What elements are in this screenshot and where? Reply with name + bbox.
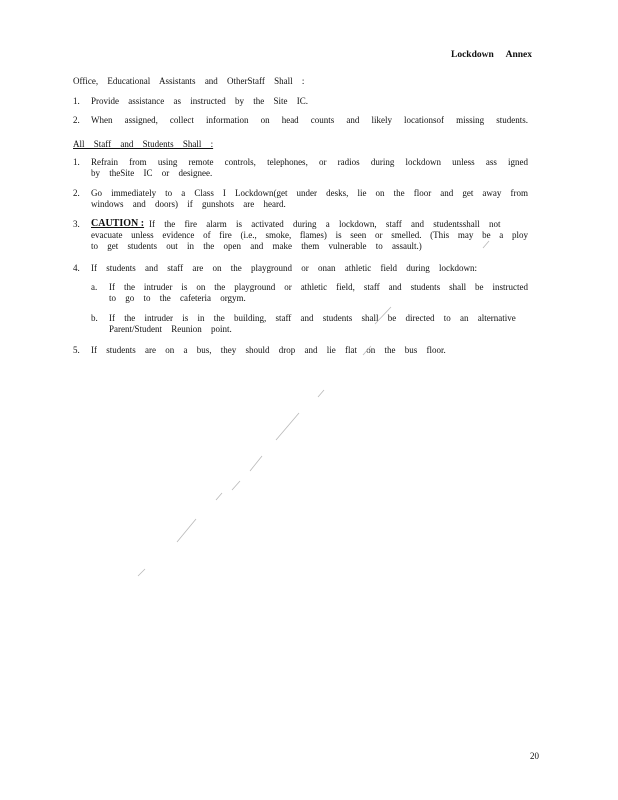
annex-title: Lockdown Annex — [450, 50, 532, 60]
scan-mark — [363, 346, 371, 355]
list-item-text: Provide assistance as instructed by the Site IC. — [91, 96, 308, 106]
scan-mark — [375, 307, 391, 324]
list-number: 2. — [73, 188, 80, 198]
section-heading-office-staff: Office, Educational Assistants and OtherStaff Shall : — [73, 76, 305, 86]
section-heading-all-staff: All Staff and Students Shall : — [73, 139, 214, 149]
list-item-text: If students are on a bus, they should drop and lie flat on the bus floor. — [91, 345, 446, 355]
scan-mark — [250, 456, 262, 471]
list-number: 1. — [73, 96, 80, 106]
scan-mark — [177, 519, 196, 542]
sub-list-letter: a. — [91, 282, 98, 292]
list-item-text-line: by theSite IC or designee. — [91, 168, 213, 178]
scan-mark — [216, 493, 222, 500]
list-item-text-line: windows and doors) if gunshots are heard. — [91, 199, 286, 209]
caution-text: CAUTION : — [91, 218, 145, 229]
list-number: 1. — [73, 157, 80, 167]
scan-mark — [138, 569, 145, 576]
list-item-text-line: evacuate unless evidence of fire (i.e., smoke, flames) is seen or smelled. (This may be a ploy — [91, 230, 528, 240]
list-item-text: When assigned, collect information on head counts and likely locationsof missing students. — [91, 115, 528, 125]
scan-mark — [483, 241, 489, 248]
list-number: 2. — [73, 115, 80, 125]
list-number: 4. — [73, 263, 80, 273]
list-item-text-line: Refrain from using remote controls, telephones, or radios during lockdown unless ass igned — [91, 157, 528, 167]
scan-mark — [232, 481, 240, 490]
scan-mark — [318, 390, 324, 397]
list-item-text-line: Go immediately to a Class I Lockdown(get under desks, lie on the floor and get away from — [91, 188, 528, 198]
sub-list-text-line: to go to the cafeteria orgym. — [109, 293, 246, 303]
sub-list-text-line: If the intruder is in the building, staff and students shall be directed to an alternative — [109, 313, 516, 323]
page-number: 20 — [530, 751, 539, 761]
scan-mark — [276, 413, 299, 440]
list-item-text-line: to get students out in the open and make them vulnerable to assault.) — [91, 241, 422, 251]
list-item-text-line: If the fire alarm is activated during a lockdown, staff and studentsshall not — [149, 219, 501, 229]
list-number: 3. — [73, 219, 80, 229]
sub-list-text-line: If the intruder is on the playground or athletic field, staff and students shall be instructed — [109, 282, 528, 292]
sub-list-text-line: Parent/Student Reunion point. — [109, 324, 232, 334]
sub-list-letter: b. — [91, 313, 98, 323]
list-number: 5. — [73, 345, 80, 355]
list-item-text: If students and staff are on the playground or onan athletic field during lockdown: — [91, 263, 478, 273]
